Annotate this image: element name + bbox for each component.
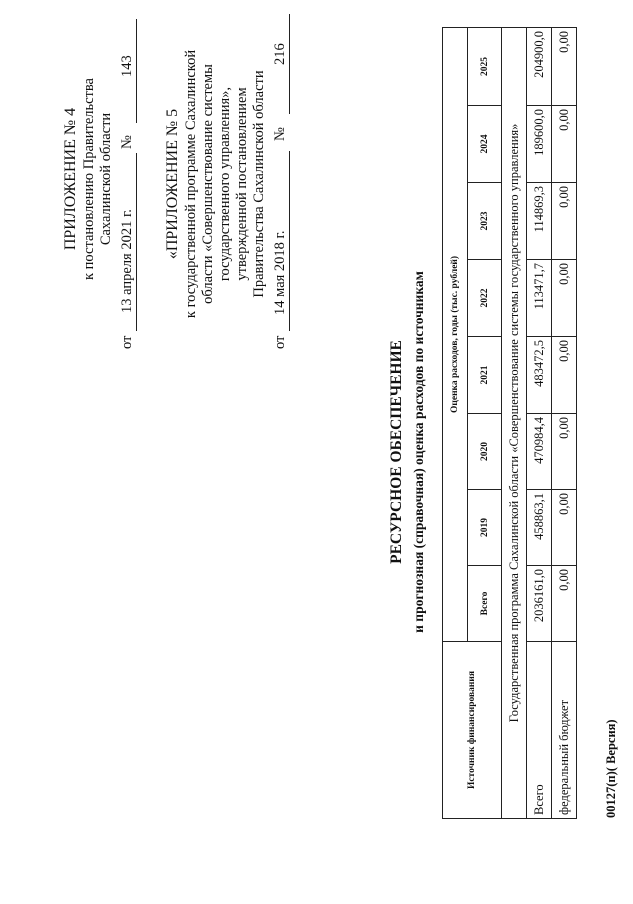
appendix-5-number: 216	[272, 43, 288, 65]
source-header: Источник финансирования	[443, 642, 502, 819]
table-cell: 0,00	[552, 260, 577, 337]
table-cell: 0,00	[552, 490, 577, 566]
appendix-4-block	[62, 24, 115, 334]
row-label: Всего	[527, 642, 552, 819]
program-row: Государственная программа Сахалинской области «Совершенствование системы государственного управления»	[502, 27, 527, 818]
appendix-5-line5: Правительства Сахалинской области	[251, 70, 267, 298]
table-row	[552, 27, 577, 818]
table-cell: 189600,0	[527, 106, 552, 183]
table-cell: 0,00	[552, 106, 577, 183]
table-row	[527, 27, 552, 818]
table-cell: 114869,3	[527, 183, 552, 260]
table-cell: 2036161,0	[527, 566, 552, 642]
estimate-header: Оценка расходов, годы (тыс. рублей)	[443, 27, 468, 641]
appendix-4-number-label: №	[119, 135, 135, 149]
col-header: 2021	[468, 337, 502, 414]
table-cell: 470984,4	[527, 414, 552, 490]
table-cell: 0,00	[552, 183, 577, 260]
appendix-4-from-label: от	[119, 335, 135, 349]
table-cell: 0,00	[552, 414, 577, 490]
appendix-5-block	[164, 14, 268, 354]
appendix-4-date: 13 апреля 2021 г.	[119, 209, 135, 313]
table-cell: 204900,0	[527, 27, 552, 105]
col-header: 2025	[468, 27, 502, 105]
appendix-5-date-row	[270, 14, 292, 349]
col-header: 2024	[468, 106, 502, 183]
appendix-5-title: «ПРИЛОЖЕНИЕ № 5	[164, 108, 181, 260]
appendix-4-line2: Сахалинской области	[98, 112, 114, 246]
appendix-4-title: ПРИЛОЖЕНИЕ № 4	[62, 107, 79, 251]
col-header: Всего	[468, 566, 502, 642]
table-cell: 113471,7	[527, 260, 552, 337]
appendix-4-date-row	[117, 19, 139, 349]
appendix-5-line3: государственного управления»,	[217, 86, 233, 282]
table-cell: 458863,1	[527, 490, 552, 566]
appendix-5-line2: области «Совершенствование системы	[200, 64, 216, 304]
table-cell: 0,00	[552, 566, 577, 642]
table-cell: 483472,5	[527, 337, 552, 414]
row-label: федеральный бюджет	[552, 642, 577, 819]
appendix-4-number: 143	[119, 55, 135, 77]
col-header: 2020	[468, 414, 502, 490]
resource-table	[442, 27, 577, 819]
col-header: 2019	[468, 490, 502, 566]
appendix-5-number-label: №	[272, 127, 288, 141]
appendix-5-line1: к государственной программе Сахалинской	[183, 49, 199, 319]
appendix-5-from-label: от	[272, 335, 288, 349]
document-heading: РЕСУРСНОЕ ОБЕСПЕЧЕНИЕ	[388, 340, 405, 564]
table-cell: 0,00	[552, 337, 577, 414]
appendix-4-line1: к постановлению Правительства	[81, 78, 97, 280]
col-header: 2023	[468, 183, 502, 260]
document-subheading: и прогнозная (справочная) оценка расходов по источникам	[411, 271, 426, 633]
appendix-5-line4: утвержденной постановлением	[234, 87, 250, 281]
appendix-5-date: 14 мая 2018 г.	[272, 230, 288, 315]
col-header: 2022	[468, 260, 502, 337]
table-cell: 0,00	[552, 27, 577, 105]
footer-version: 00127(п)( Версия)	[604, 719, 618, 818]
